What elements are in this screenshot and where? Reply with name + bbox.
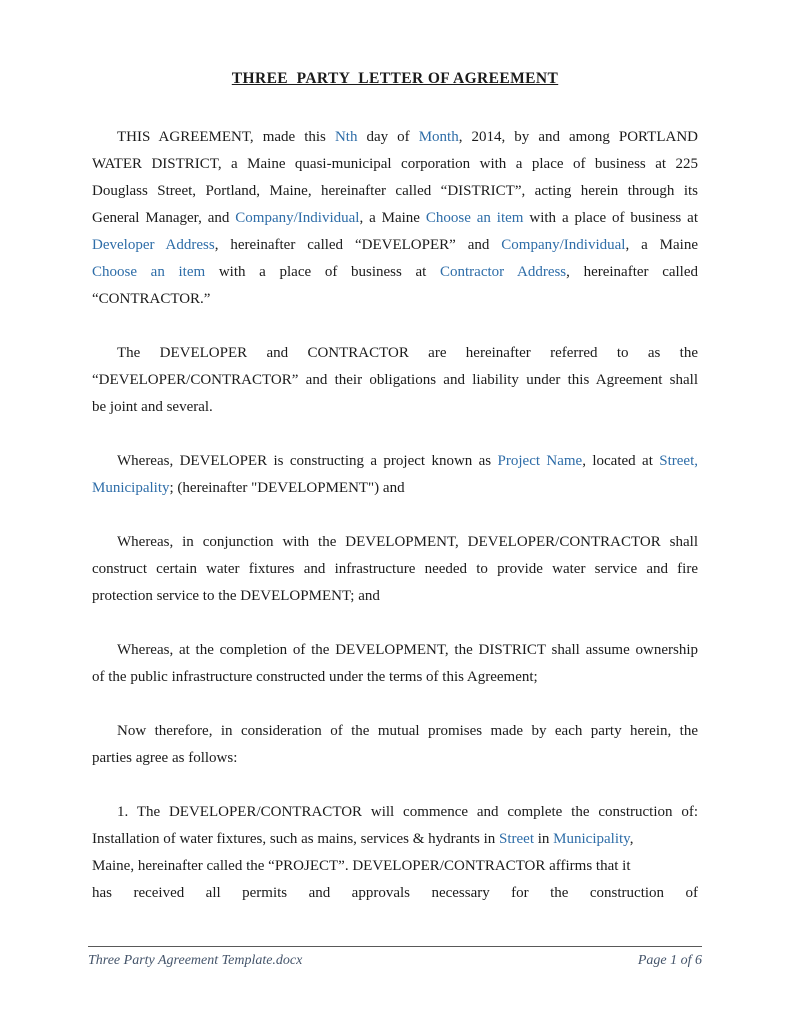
text-line [92, 340, 698, 367]
text-line [92, 583, 698, 610]
text-run: parties agree as follows: [92, 750, 238, 766]
text-run: construct certain water fixtures and infrastructure needed to provide water service and fire [92, 561, 698, 577]
text-line [92, 718, 698, 745]
text-run: , a Maine [359, 210, 426, 226]
text-line [92, 151, 698, 178]
text-run: in [534, 831, 554, 847]
text-run: of the public infrastructure constructed under the terms of this Agreement; [92, 669, 538, 685]
text-run: , [629, 831, 634, 847]
placeholder-field[interactable]: Choose an item [92, 264, 206, 280]
text-run: has received all permits and approvals necessary for the construction of [92, 885, 698, 901]
text-line [92, 664, 698, 691]
placeholder-field[interactable]: Month [418, 129, 459, 145]
paragraph [92, 340, 698, 421]
placeholder-field[interactable]: Municipality [92, 480, 170, 496]
text-line [92, 745, 698, 772]
text-line [92, 259, 698, 286]
text-run: The DEVELOPER and CONTRACTOR are hereinafter referred to as the [117, 345, 698, 361]
text-line [92, 529, 698, 556]
placeholder-field[interactable]: Project Name [497, 453, 583, 469]
text-run: day of [357, 129, 419, 145]
placeholder-field[interactable]: Developer Address [92, 237, 215, 253]
text-run: , a Maine [625, 237, 698, 253]
text-run: Installation of water fixtures, such as mains, services & hydrants in [92, 831, 499, 847]
text-run: , located at [582, 453, 660, 469]
text-run: Whereas, in conjunction with the DEVELOPMENT, DEVELOPER/CONTRACTOR shall [117, 534, 698, 550]
placeholder-field[interactable]: Choose an item [425, 210, 524, 226]
paragraph [92, 718, 698, 772]
text-run: Maine, hereinafter called the “PROJECT”. DEVELOPER/CONTRACTOR affirms that it [92, 858, 631, 874]
text-run: THIS AGREEMENT, made this [117, 129, 335, 145]
text-line [92, 286, 698, 313]
placeholder-field[interactable]: Municipality [553, 831, 630, 847]
text-line [92, 853, 698, 880]
paragraph [92, 637, 698, 691]
text-run: , 2014, by and among PORTLAND [458, 129, 698, 145]
paragraph [92, 448, 698, 502]
text-run: Douglass Street, Portland, Maine, hereinafter called “DISTRICT”, acting herein through its [92, 183, 698, 199]
text-line [92, 394, 698, 421]
text-run: , hereinafter called [566, 264, 699, 280]
text-line [92, 880, 698, 907]
placeholder-field[interactable]: Street, [659, 453, 698, 469]
text-line [92, 799, 698, 826]
text-run: WATER DISTRICT, a Maine quasi-municipal corporation with a place of business at 225 [92, 156, 698, 172]
footer-filename: Three Party Agreement Template.docx [88, 953, 303, 968]
text-line [92, 124, 698, 151]
document-body [92, 124, 698, 907]
text-line [92, 826, 698, 853]
paragraph [92, 124, 698, 313]
text-run: , hereinafter called “DEVELOPER” and [214, 237, 502, 253]
text-run: “DEVELOPER/CONTRACTOR” and their obligations and liability under this Agreement shall [92, 372, 698, 388]
text-run: “CONTRACTOR.” [92, 291, 211, 307]
text-line [92, 556, 698, 583]
text-line [92, 232, 698, 259]
page-footer [88, 946, 702, 971]
placeholder-field[interactable]: Company/Individual [501, 237, 626, 253]
text-line [92, 475, 698, 502]
placeholder-field[interactable]: Nth [334, 129, 358, 145]
text-run: with a place of business at [523, 210, 698, 226]
text-line [92, 178, 698, 205]
placeholder-field[interactable]: Contractor Address [440, 264, 567, 280]
text-run: Whereas, DEVELOPER is constructing a project known as [117, 453, 498, 469]
paragraph [92, 799, 698, 907]
paragraph [92, 529, 698, 610]
text-run: be joint and several. [92, 399, 213, 415]
footer-page-number: Page 1 of 6 [637, 953, 702, 968]
text-run: Whereas, at the completion of the DEVELOPMENT, the DISTRICT shall assume ownership [117, 642, 698, 658]
text-run: Now therefore, in consideration of the mutual promises made by each party herein, the [117, 723, 698, 739]
text-line [92, 367, 698, 394]
text-run: protection service to the DEVELOPMENT; and [92, 588, 380, 604]
footer-divider [88, 946, 702, 947]
text-line [92, 448, 698, 475]
placeholder-field[interactable]: Company/Individual [235, 210, 360, 226]
text-run: 1. The DEVELOPER/CONTRACTOR will commence and complete the construction of: [117, 804, 698, 820]
text-run: ; (hereinafter "DEVELOPMENT") and [169, 480, 405, 496]
text-line [92, 637, 698, 664]
document-title: THREE PARTY LETTER OF AGREEMENT [231, 70, 559, 87]
placeholder-field[interactable]: Street [499, 831, 534, 847]
text-line [92, 205, 698, 232]
text-run: with a place of business at [205, 264, 440, 280]
text-run: General Manager, and [92, 210, 236, 226]
